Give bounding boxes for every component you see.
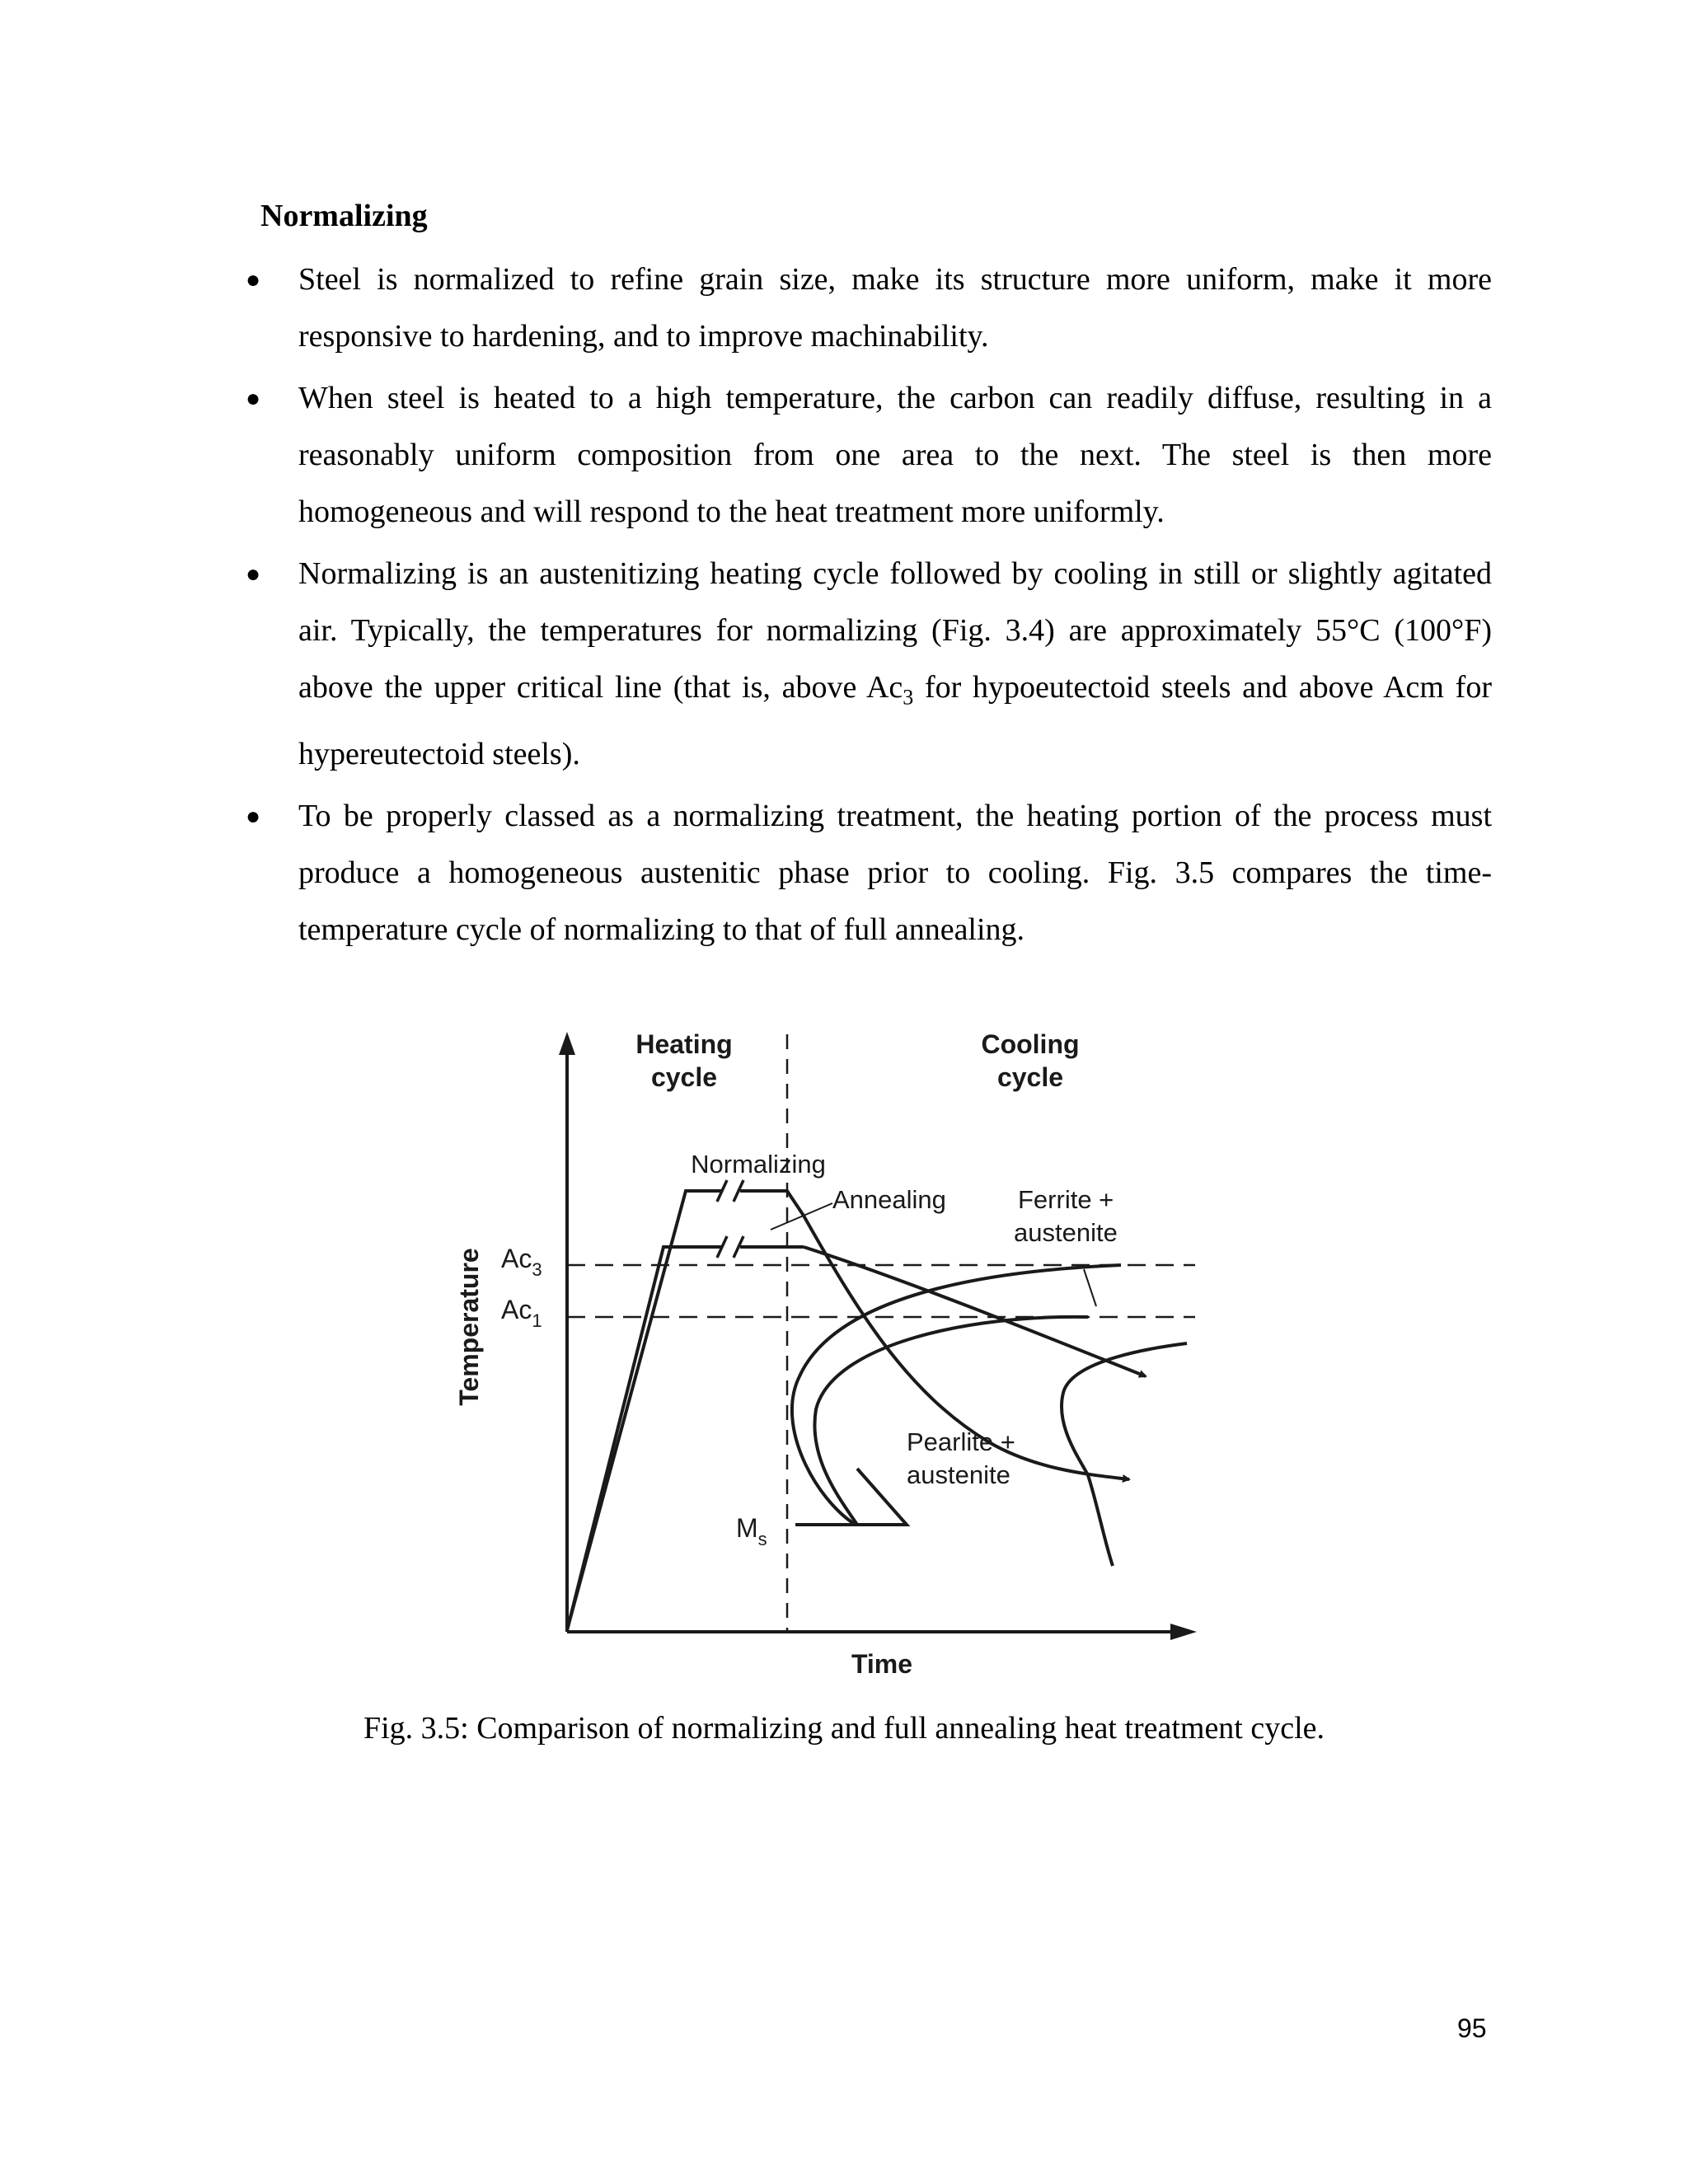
bullet-text-part: for hypoeutectoid steels and above Acm for hypereutectoid steels). [298, 670, 1492, 771]
bullet-item [239, 370, 1492, 541]
annealing-label: Annealing [832, 1185, 946, 1214]
bullet-text: When steel is heated to a high temperature, the carbon can readily diffuse, resulting in a reasonably uniform composition from one area to the next. The steel is then more homogeneous and will respond to the heat treatment more uniformly. [298, 381, 1492, 529]
cooling-label: Cooling [981, 1029, 1080, 1059]
heating-label: Heating [635, 1029, 733, 1059]
ac1-base: Ac [501, 1295, 532, 1324]
heating-ramp-annealing [567, 1191, 701, 1630]
y-axis-label: Temperature [454, 1248, 484, 1406]
break-mark [717, 1180, 743, 1202]
figure-caption: Fig. 3.5: Comparison of normalizing and full annealing heat treatment cycle. [363, 1711, 1325, 1746]
bullet-text-part: Normalizing is an austenitizing heating cycle followed by cooling in still or slightly agitated air. Typically, the temperatures for normalizing (Fig. 3.4) are approximately 55°C (100°F) above the upper critical line (that is, above Ac [298, 556, 1492, 705]
x-axis-arrow-icon [1170, 1624, 1197, 1640]
right-c-curve [1062, 1343, 1187, 1566]
ac1-sub: 1 [532, 1310, 542, 1331]
ferrite-label: Ferrite + [1018, 1185, 1114, 1214]
x-axis-label: Time [851, 1649, 913, 1679]
bullet-item [239, 251, 1492, 365]
ferrite-label: austenite [1014, 1218, 1118, 1247]
normalizing-label: Normalizing [691, 1150, 826, 1179]
heat-treatment-diagram [445, 1014, 1220, 1690]
cooling-label: cycle [996, 1062, 1064, 1092]
ac1-label [501, 1295, 542, 1331]
figure [445, 1014, 1220, 1690]
bullet-icon: ● [246, 560, 261, 588]
normalizing-hold [686, 1191, 804, 1216]
ms-label [736, 1513, 767, 1549]
ms-sub: s [757, 1529, 767, 1549]
bullet-text: To be properly classed as a normalizing treatment, the heating portion of the process must produce a homogeneous austenitic phase prior to cooling. Fig. 3.5 compares the time-temperature cycle of normalizing to that of full annealing. [298, 798, 1492, 947]
ac3-sub: 3 [532, 1259, 542, 1280]
ms-base: M [736, 1513, 758, 1543]
bullet-item [239, 546, 1492, 783]
break-mark [717, 1236, 743, 1258]
bullet-item [239, 788, 1492, 958]
y-axis-arrow-icon [559, 1032, 575, 1055]
bullet-list [239, 251, 1492, 963]
page-number: 95 [1457, 2013, 1487, 2043]
bullet-text: Steel is normalized to refine grain size, make its structure more uniform, make it more responsive to hardening, and to improve machinability. [298, 262, 1492, 354]
bullet-text [298, 556, 1492, 771]
heating-label: cycle [650, 1062, 718, 1092]
ac3-base: Ac [501, 1244, 532, 1273]
pearlite-austenite-curve [814, 1317, 1088, 1525]
bullet-icon: ● [246, 802, 261, 830]
section-heading: Normalizing [260, 199, 428, 233]
annealing-leader [771, 1203, 832, 1230]
pearlite-label: Pearlite + [907, 1427, 1015, 1456]
bullet-icon: ● [246, 266, 261, 293]
ferrite-leader [1084, 1269, 1096, 1306]
bullet-icon: ● [246, 385, 261, 412]
subscript: 3 [903, 685, 914, 710]
ac3-label [501, 1244, 542, 1280]
pearlite-label: austenite [907, 1460, 1010, 1489]
